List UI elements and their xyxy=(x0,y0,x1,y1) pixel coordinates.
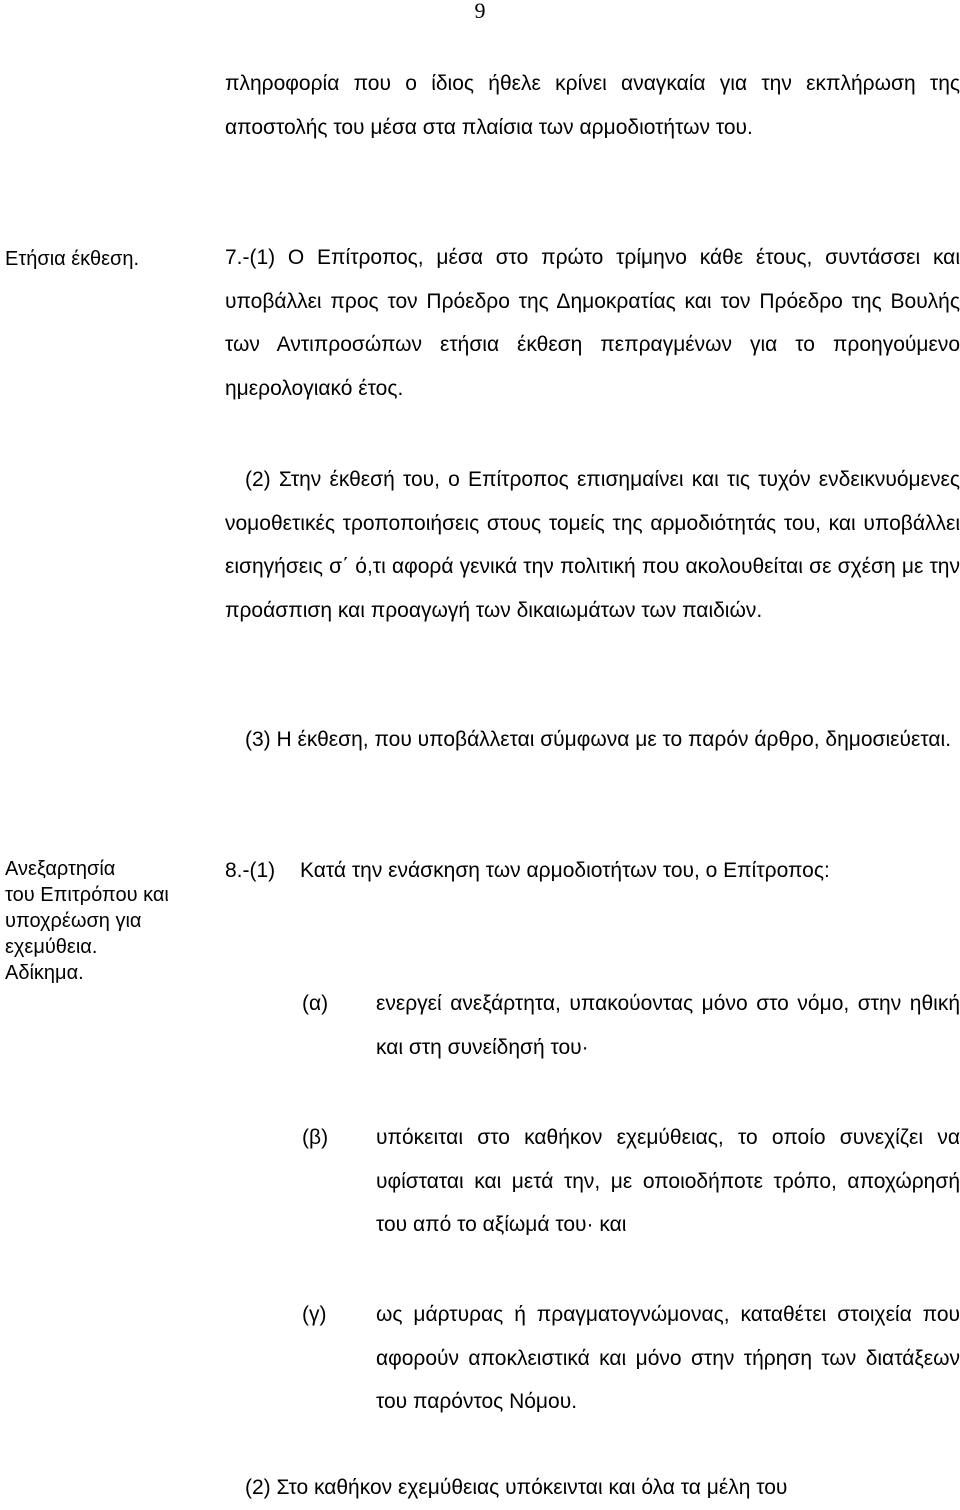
article7-paragraph2 xyxy=(225,458,960,632)
margin-note-line: Ανεξαρτησία xyxy=(5,858,116,880)
margin-note-annual-report: Ετήσια έκθεση. xyxy=(5,248,140,270)
article6-tail-text: πληροφορία που ο ίδιος ήθελε κρίνει αναγκαία για την εκπλήρωση της αποστολής του μέσα στα πλαίσια των αρμοδιοτήτων του. xyxy=(225,72,960,139)
item-text: ενεργεί ανεξάρτητα, υπακούοντας μόνο στο νόμο, στην ηθική και στη συνείδησή του· xyxy=(376,992,960,1059)
margin-note-line: εχεμύθεια. xyxy=(5,936,98,958)
item-text: ως μάρτυρας ή πραγματογνώμονας, καταθέτει στοιχεία που αφορούν αποκλειστικά και μόνο στην τήρηση των διατάξεων του παρόντος Νόμου. xyxy=(376,1303,960,1413)
item-text: υπόκειται στο καθήκον εχεμύθειας, το οποίο συνεχίζει να υφίσταται και μετά την, με οποιοδήποτε τρόπο, αποχώρησή του από το αξίωμά του· και xyxy=(376,1126,960,1236)
page-number: 9 xyxy=(474,0,486,23)
margin-note-independence xyxy=(5,856,205,986)
article7-paragraph1 xyxy=(225,236,960,410)
article8-para1 xyxy=(225,849,960,893)
article7-para1-text: 7.-(1) Ο Επίτροπος, μέσα στο πρώτο τρίμηνο κάθε έτους, συντάσσει και υποβάλλει προς τον Πρόεδρο της Δημοκρατίας και τον Πρόεδρο της Βουλής των Αντιπροσώπων ετήσια έκθεση πεπραγμένων για το προηγούμενο ημερολογιακό έτος. xyxy=(225,246,960,400)
margin-note-line: Αδίκημα. xyxy=(5,962,84,984)
margin-note-line: του Επιτρόπου και xyxy=(5,884,169,906)
article8-para1-text: Κατά την ενάσκηση των αρμοδιοτήτων του, ο Επίτροπος: xyxy=(300,859,830,882)
article7-para3-text: (3) Η έκθεση, που υποβάλλεται σύμφωνα με το παρόν άρθρο, δημοσιεύεται. xyxy=(245,728,952,751)
article8-para1-number: 8.-(1) xyxy=(225,859,276,882)
article7-para2-text: (2) Στην έκθεσή του, ο Επίτροπος επισημαίνει και τις τυχόν ενδεικνυόμενες νομοθετικές τροποποιήσεις στους τομείς της αρμοδιότητάς του, και υποβάλλει εισηγήσεις σ΄ ό,τι αφορά γενικά την πολιτική που ακολουθείται σε σχέση με την προάσπιση και προαγωγή των δικαιωμάτων των παιδιών. xyxy=(225,468,960,622)
margin-note-line: υποχρέωση για xyxy=(5,910,142,932)
article7-paragraph3 xyxy=(225,718,960,762)
item-label: (γ) xyxy=(302,1303,327,1326)
item-label: (β) xyxy=(302,1126,329,1149)
article8-paragraph1 xyxy=(225,849,960,893)
article8-para2-text: (2) Στο καθήκον εχεμύθειας υπόκεινται και όλα τα μέλη του xyxy=(245,1476,788,1499)
article6-continuation xyxy=(225,62,960,149)
item-label: (α) xyxy=(302,992,329,1015)
